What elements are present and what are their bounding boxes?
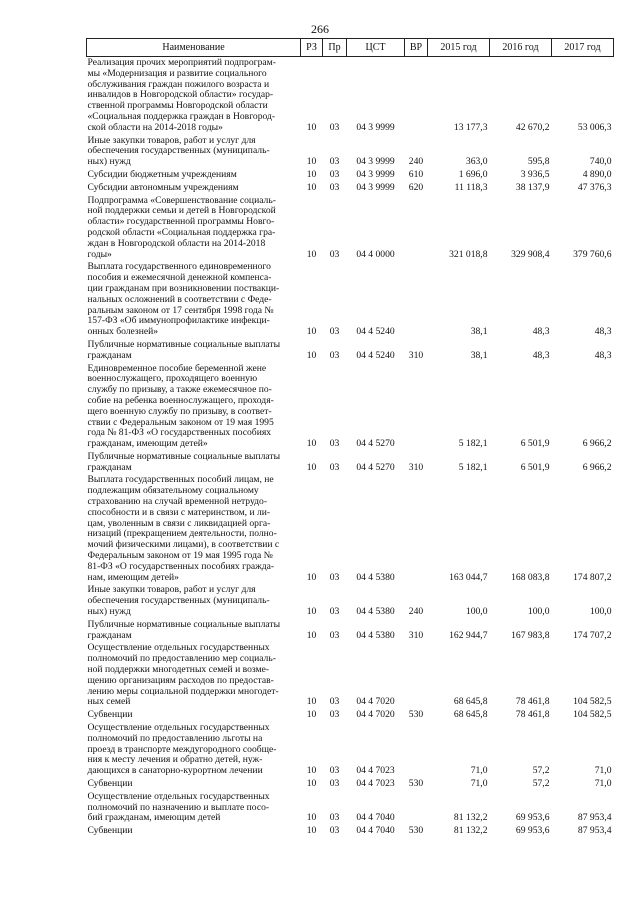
cell-2016: 6 501,9 <box>520 461 550 473</box>
cell-cst: 04 4 5380 <box>356 629 395 641</box>
cell-2015: 38,1 <box>470 326 488 338</box>
cell-vr <box>405 57 428 135</box>
name-line: лению меры социальной поддержки многодет- <box>87 685 279 697</box>
name-line: бий гражданам, имеющим детей <box>87 812 221 824</box>
cell-pr: 03 <box>329 121 340 133</box>
cell-2017: 104 582,5 <box>573 709 612 721</box>
cell-2015: 5 182,1 <box>458 461 488 473</box>
table-row <box>87 619 614 643</box>
header-rz: РЗ <box>301 39 323 57</box>
cell-2017: 104 582,5 <box>573 696 612 708</box>
header-vr: ВР <box>405 39 428 57</box>
cell-2015: 38,1 <box>470 349 488 361</box>
cell-vr <box>405 642 428 709</box>
cell-rz: 10 <box>306 778 317 789</box>
cell-rz: 10 <box>306 696 317 708</box>
name-line: области» государственной программы Новго- <box>87 216 275 228</box>
table-header <box>87 39 614 57</box>
table-row <box>87 195 614 262</box>
name-line: Субвенции <box>87 778 133 789</box>
name-line: «Социальная поддержка граждан в Новгород- <box>87 110 276 122</box>
name-line: Иные закупки товаров, работ и услуг для <box>87 134 256 146</box>
name-line: полномочий по предоставлению льготы на <box>87 732 263 744</box>
table-row <box>87 169 614 182</box>
name-line: гражданам, имеющим детей» <box>87 438 208 450</box>
name-line: родской области «Социальная поддержка гра- <box>87 226 276 238</box>
name-line: Осуществление отдельных государственных <box>87 722 270 734</box>
header-cst: ЦСТ <box>347 39 405 57</box>
cell-cst: 04 4 5270 <box>356 461 395 473</box>
cell-2015: 81 132,2 <box>453 825 488 837</box>
cell-rz: 10 <box>306 438 317 450</box>
cell-name <box>87 169 301 182</box>
cell-2017: 71,0 <box>594 778 612 789</box>
cell-2016: 78 461,8 <box>515 696 550 708</box>
cell-2017: 174 807,2 <box>573 571 612 583</box>
cell-vr <box>405 791 428 825</box>
cell-pr: 03 <box>329 606 340 618</box>
cell-rz: 10 <box>306 765 317 777</box>
cell-cst: 04 4 5380 <box>356 571 395 583</box>
cell-2015: 100,0 <box>465 606 488 618</box>
name-line: Единовременное пособие беременной жене <box>87 362 267 374</box>
name-line: 81-ФЗ «О государственных пособиях гражда- <box>87 560 275 572</box>
cell-rz: 10 <box>306 709 317 721</box>
cell-2017: 100,0 <box>589 606 612 618</box>
name-line: ствии с Федеральным законом от 19 мая 1995 <box>87 416 274 428</box>
cell-2017: 47 376,3 <box>577 181 612 193</box>
name-line: обеспечения государственных (муниципаль- <box>87 595 270 607</box>
name-line: ных) нужд <box>87 606 131 618</box>
cell-cst: 04 4 5380 <box>356 606 395 618</box>
cell-2016: 100,0 <box>527 606 550 618</box>
cell-name <box>87 778 301 791</box>
name-line: ния к месту лечения и обратно детей, нуж- <box>87 754 263 766</box>
cell-2016: 329 908,4 <box>511 248 550 260</box>
cell-cst: 04 3 9999 <box>356 181 395 193</box>
cell-pr: 03 <box>329 168 340 180</box>
header-2017: 2017 год <box>552 39 614 57</box>
name-line: Субвенции <box>87 825 133 837</box>
table-row <box>87 451 614 475</box>
cell-name <box>87 261 301 339</box>
cell-2015: 162 944,7 <box>449 629 488 641</box>
name-line: 157-ФЗ «Об иммунопрофилактике инфекци- <box>87 315 270 327</box>
name-line: мы «Модернизация и развитие социального <box>87 67 267 79</box>
cell-2016: 48,3 <box>532 326 550 338</box>
cell-pr: 03 <box>329 825 340 837</box>
cell-cst: 04 4 5240 <box>356 349 395 361</box>
cell-name <box>87 825 301 838</box>
cell-cst: 04 4 5270 <box>356 438 395 450</box>
table-row <box>87 791 614 825</box>
cell-2017: 6 966,2 <box>582 438 612 450</box>
name-line: ной поддержки многодетных семей и возме- <box>87 664 270 676</box>
cell-rz: 10 <box>306 181 317 193</box>
cell-vr: 310 <box>408 629 424 641</box>
cell-2016: 69 953,6 <box>515 825 550 837</box>
cell-cst: 04 4 5240 <box>356 326 395 338</box>
cell-2016: 57,2 <box>532 765 550 777</box>
name-line: собие на ребенка военнослужащего, проходя- <box>87 394 274 406</box>
cell-pr: 03 <box>329 181 340 193</box>
cell-2017: 87 953,4 <box>577 812 612 824</box>
name-line: Субвенции <box>87 709 133 721</box>
name-line: Подпрограмма «Совершенствование социаль- <box>87 194 276 206</box>
cell-name <box>87 57 301 135</box>
name-line: Публичные нормативные социальные выплаты <box>87 450 281 462</box>
cell-name <box>87 135 301 169</box>
name-line: Осуществление отдельных государственных <box>87 642 270 654</box>
name-line: щению организациям расходов по предостав- <box>87 674 274 686</box>
cell-2017: 740,0 <box>589 156 612 168</box>
cell-vr <box>405 722 428 778</box>
cell-cst: 04 4 0000 <box>356 248 395 260</box>
name-line: Осуществление отдельных государственных <box>87 790 270 802</box>
cell-2016: 57,2 <box>532 778 550 789</box>
table-row <box>87 642 614 709</box>
name-line: гражданам <box>87 629 132 641</box>
cell-pr: 03 <box>329 571 340 583</box>
cell-name <box>87 791 301 825</box>
cell-pr: 03 <box>329 765 340 777</box>
cell-pr: 03 <box>329 812 340 824</box>
cell-pr: 03 <box>329 461 340 473</box>
name-line: ской области на 2014-2018 годы» <box>87 121 223 133</box>
name-line: ных семей <box>87 696 131 708</box>
cell-2016: 78 461,8 <box>515 709 550 721</box>
name-line: гражданам <box>87 349 132 361</box>
name-line: обслуживания граждан пожилого возраста и <box>87 78 270 90</box>
cell-name <box>87 642 301 709</box>
cell-2017: 48,3 <box>594 349 612 361</box>
table-row <box>87 474 614 584</box>
name-line: Субсидии автономным учреждениям <box>87 181 239 193</box>
cell-vr: 240 <box>408 606 424 618</box>
name-line: ральным законом от 17 сентября 1998 года № <box>87 304 274 316</box>
cell-rz: 10 <box>306 825 317 837</box>
name-line: Публичные нормативные социальные выплаты <box>87 618 281 630</box>
cell-cst: 04 4 7040 <box>356 825 395 837</box>
cell-2015: 1 696,0 <box>458 168 488 180</box>
table-row <box>87 135 614 169</box>
page-number: 266 <box>311 22 329 36</box>
cell-vr: 240 <box>408 156 424 168</box>
cell-pr: 03 <box>329 438 340 450</box>
name-line: полномочий по назначению и выплате посо- <box>87 801 270 813</box>
name-line: нам, имеющим детей» <box>87 571 179 583</box>
header-2015: 2015 год <box>428 39 490 57</box>
cell-vr <box>405 195 428 262</box>
cell-2015: 11 118,3 <box>454 181 488 193</box>
cell-name <box>87 195 301 262</box>
cell-pr: 03 <box>329 156 340 168</box>
cell-2016: 38 137,9 <box>515 181 550 193</box>
cell-rz: 10 <box>306 248 317 260</box>
name-line: Субсидии бюджетным учреждениям <box>87 168 237 180</box>
cell-name <box>87 584 301 618</box>
cell-cst: 04 3 9999 <box>356 168 395 180</box>
cell-rz: 10 <box>306 156 317 168</box>
cell-cst: 04 4 7040 <box>356 812 395 824</box>
cell-name <box>87 722 301 778</box>
table-row <box>87 584 614 618</box>
name-line: Выплата государственных пособий лицам, не <box>87 474 274 486</box>
cell-2016: 595,8 <box>527 156 550 168</box>
cell-2017: 71,0 <box>594 765 612 777</box>
cell-2016: 167 983,8 <box>511 629 550 641</box>
name-line: полномочий по предоставлению мер социаль- <box>87 653 276 665</box>
cell-rz: 10 <box>306 168 317 180</box>
name-line: Иные закупки товаров, работ и услуг для <box>87 584 256 596</box>
cell-name <box>87 339 301 363</box>
cell-vr: 530 <box>408 709 424 721</box>
cell-vr: 620 <box>408 181 424 193</box>
name-line: ственной программы Новгородской области <box>87 100 268 112</box>
name-line: цам, уволенным в связи с ликвидацией орга- <box>87 517 271 529</box>
cell-rz: 10 <box>306 629 317 641</box>
cell-2017: 6 966,2 <box>582 461 612 473</box>
name-line: подлежащим обязательному социальному <box>87 485 259 497</box>
name-line: пособия и ежемесячной денежной компенса- <box>87 272 272 284</box>
cell-2016: 6 501,9 <box>520 438 550 450</box>
cell-vr: 610 <box>408 168 424 180</box>
cell-cst: 04 4 7020 <box>356 696 395 708</box>
cell-2016: 3 936,5 <box>520 168 550 180</box>
cell-2016: 69 953,6 <box>515 812 550 824</box>
name-line: Публичные нормативные социальные выплаты <box>87 338 281 350</box>
table-row <box>87 825 614 838</box>
cell-vr <box>405 363 428 451</box>
name-line: Выплата государственного единовременного <box>87 261 271 273</box>
name-line: службу по призыву, а также ежемесячное по- <box>87 384 272 396</box>
name-line: ждан в Новгородской области на 2014-2018 <box>87 237 266 249</box>
cell-cst: 04 4 7023 <box>356 778 395 789</box>
cell-cst: 04 4 7023 <box>356 765 395 777</box>
cell-vr: 310 <box>408 349 424 361</box>
cell-2017: 48,3 <box>594 326 612 338</box>
name-line: ных) нужд <box>87 156 131 168</box>
cell-2015: 68 645,8 <box>453 696 488 708</box>
header-pr: Пр <box>323 39 347 57</box>
cell-cst: 04 3 9999 <box>356 121 395 133</box>
name-line: военнослужащего, проходящего военную <box>87 373 258 385</box>
cell-2017: 87 953,4 <box>577 825 612 837</box>
cell-2017: 379 760,6 <box>573 248 612 260</box>
cell-pr: 03 <box>329 326 340 338</box>
cell-name <box>87 182 301 195</box>
table-row <box>87 363 614 451</box>
name-line: Реализация прочих мероприятий подпрограм- <box>87 57 276 68</box>
name-line: способности и в связи с материнством, и ли- <box>87 506 271 518</box>
table-body <box>87 57 614 838</box>
cell-2015: 321 018,8 <box>449 248 488 260</box>
cell-2017: 174 707,2 <box>573 629 612 641</box>
cell-2016: 42 670,2 <box>515 121 550 133</box>
name-line: онных болезней» <box>87 326 159 338</box>
table-row <box>87 182 614 195</box>
cell-2015: 68 645,8 <box>453 709 488 721</box>
cell-name <box>87 619 301 643</box>
name-line: низаций (прекращением деятельности, полно- <box>87 528 277 540</box>
name-line: страхованию на случай временной нетрудо- <box>87 496 268 508</box>
name-line: дающихся в санаторно-курортном лечении <box>87 765 263 777</box>
cell-2015: 13 177,3 <box>453 121 488 133</box>
table-row <box>87 722 614 778</box>
cell-rz: 10 <box>306 349 317 361</box>
name-line: года № 81-ФЗ «О государственных пособиях <box>87 427 272 439</box>
cell-vr <box>405 474 428 584</box>
cell-2015: 5 182,1 <box>458 438 488 450</box>
table-row <box>87 57 614 135</box>
cell-name <box>87 451 301 475</box>
table-row <box>87 339 614 363</box>
cell-2016: 168 083,8 <box>511 571 550 583</box>
cell-pr: 03 <box>329 709 340 721</box>
cell-2015: 71,0 <box>470 778 488 789</box>
cell-vr: 530 <box>408 778 424 789</box>
name-line: гражданам <box>87 461 132 473</box>
cell-rz: 10 <box>306 571 317 583</box>
cell-2015: 71,0 <box>470 765 488 777</box>
cell-rz: 10 <box>306 121 317 133</box>
cell-2015: 81 132,2 <box>453 812 488 824</box>
cell-cst: 04 3 9999 <box>356 156 395 168</box>
name-line: проезд в транспорте междугородного сообще- <box>87 743 277 755</box>
cell-rz: 10 <box>306 812 317 824</box>
table-row <box>87 709 614 722</box>
name-line: Федеральным законом от 19 мая 1995 года № <box>87 550 273 562</box>
name-line: щего военную службу по призыву, в соответ- <box>87 405 272 417</box>
name-line: ной поддержки семьи и детей в Новгородской <box>87 205 276 217</box>
cell-pr: 03 <box>329 248 340 260</box>
cell-rz: 10 <box>306 606 317 618</box>
cell-name <box>87 363 301 451</box>
cell-pr: 03 <box>329 778 340 789</box>
cell-2015: 163 044,7 <box>449 571 488 583</box>
budget-table <box>86 38 614 838</box>
name-line: обеспечения государственных (муниципаль- <box>87 145 270 157</box>
cell-2017: 4 890,0 <box>582 168 612 180</box>
header-name: Наименование <box>87 39 301 57</box>
cell-name <box>87 709 301 722</box>
cell-2017: 53 006,3 <box>577 121 612 133</box>
name-line: мочий физическими лицами), в соответствии с <box>87 539 280 551</box>
cell-vr <box>405 261 428 339</box>
name-line: нальных осложнений в соответствии с Феде- <box>87 293 272 305</box>
cell-vr: 530 <box>408 825 424 837</box>
table-row <box>87 261 614 339</box>
header-2016: 2016 год <box>490 39 552 57</box>
table-row <box>87 778 614 791</box>
cell-rz: 10 <box>306 461 317 473</box>
cell-pr: 03 <box>329 696 340 708</box>
cell-vr: 310 <box>408 461 424 473</box>
cell-cst: 04 4 7020 <box>356 709 395 721</box>
cell-name <box>87 474 301 584</box>
name-line: инвалидов в Новгородской области» государ- <box>87 89 274 101</box>
name-line: годы» <box>87 248 112 260</box>
cell-pr: 03 <box>329 349 340 361</box>
name-line: ции гражданам при возникновении поствакци- <box>87 282 280 294</box>
cell-rz: 10 <box>306 326 317 338</box>
cell-2015: 363,0 <box>465 156 488 168</box>
cell-2016: 48,3 <box>532 349 550 361</box>
cell-pr: 03 <box>329 629 340 641</box>
